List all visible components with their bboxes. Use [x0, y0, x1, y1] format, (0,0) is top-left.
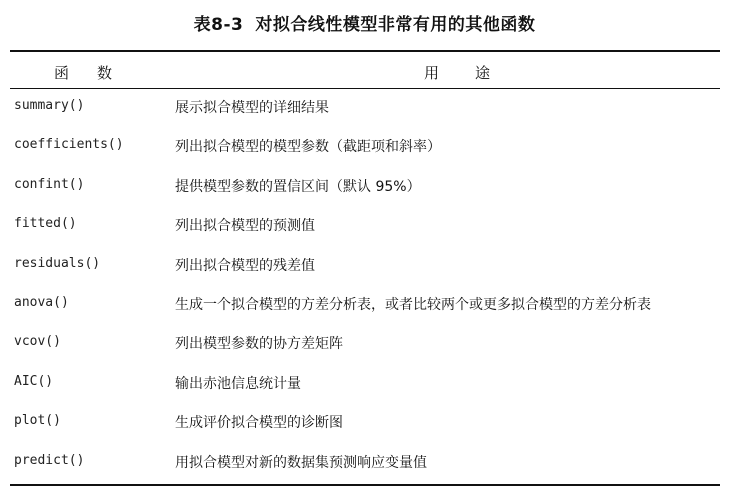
table-row [0, 444, 729, 483]
function-purpose: 展示拟合模型的详细结果 [175, 100, 329, 116]
function-purpose: 提供模型参数的置信区间（默认 95%） [175, 178, 421, 195]
header-purpose: 用途 [424, 64, 527, 82]
table-row [0, 286, 729, 325]
table-row [0, 168, 729, 207]
function-name: predict() [14, 452, 85, 468]
function-name: confint() [14, 176, 85, 192]
table-caption-text: 对拟合线性模型非常有用的其他函数 [255, 15, 536, 35]
function-purpose: 生成一个拟合模型的方差分析表，或者比较两个或更多拟合模型的方差分析表 [175, 296, 651, 313]
function-purpose: 输出赤池信息统计量 [175, 375, 301, 392]
function-name: residuals() [14, 255, 101, 271]
table-caption [0, 10, 729, 35]
table-row [0, 89, 729, 128]
function-purpose: 列出拟合模型的残差值 [175, 257, 315, 274]
table-row [0, 325, 729, 364]
header-function: 函数 [54, 64, 141, 82]
table-top-rule [10, 50, 720, 52]
function-purpose: 生成评价拟合模型的诊断图 [175, 415, 343, 432]
function-name: coefficients() [14, 137, 124, 153]
table-row [0, 207, 729, 246]
function-name: anova() [14, 294, 69, 310]
table-row [0, 404, 729, 443]
table-body [0, 89, 729, 483]
table-caption-number: 表8-3 [193, 15, 244, 35]
function-purpose: 列出拟合模型的模型参数（截距项和斜率） [175, 139, 441, 156]
function-purpose: 用拟合模型对新的数据集预测响应变量值 [175, 454, 427, 471]
table-row [0, 128, 729, 167]
function-name: summary() [14, 98, 85, 113]
table-bottom-rule [10, 484, 720, 486]
function-name: AIC() [14, 373, 54, 389]
function-name: vcov() [14, 334, 61, 350]
table-row [0, 365, 729, 404]
table-row [0, 247, 729, 286]
function-name: plot() [14, 413, 61, 429]
function-purpose: 列出拟合模型的预测值 [175, 218, 315, 235]
function-name: fitted() [14, 216, 77, 232]
function-purpose: 列出模型参数的协方差矩阵 [175, 336, 343, 353]
